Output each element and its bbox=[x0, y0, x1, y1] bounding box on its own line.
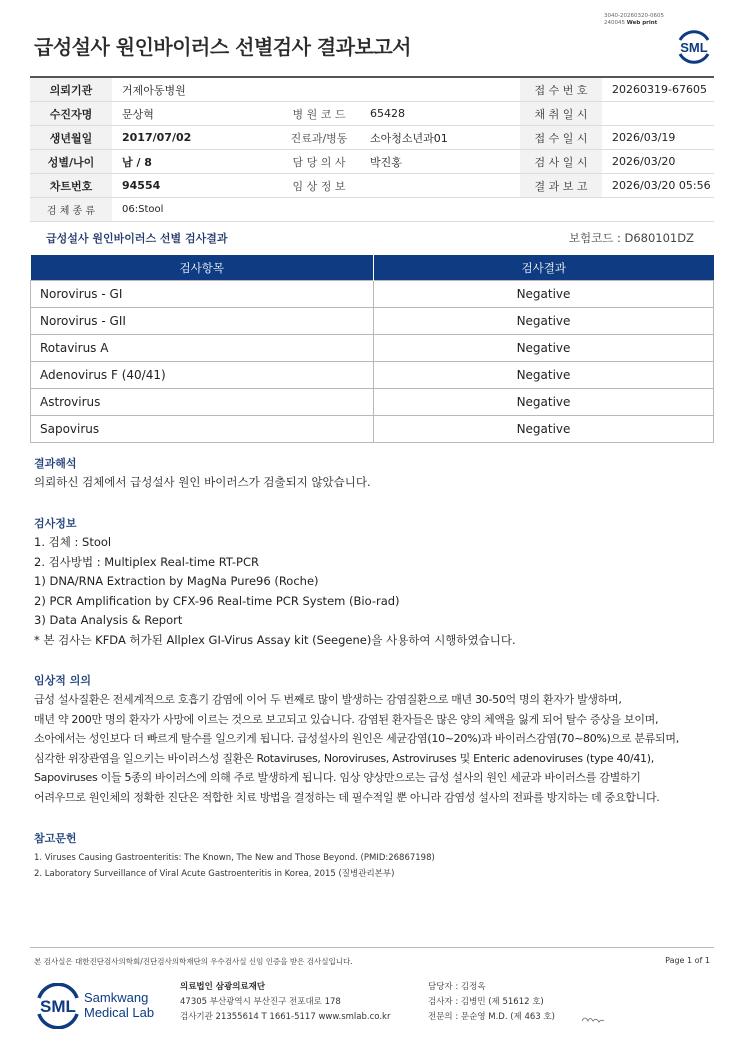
test-result: Negative bbox=[374, 389, 714, 416]
test-info-line: 3) Data Analysis & Report bbox=[34, 613, 183, 628]
table-row bbox=[31, 335, 714, 362]
page-number: Page 1 of 1 bbox=[665, 956, 710, 965]
info-label: 채 취 일 시 bbox=[520, 102, 602, 126]
info-label: 의뢰기관 bbox=[30, 77, 112, 102]
reference-line: 2. Laboratory Surveillance of Viral Acute Gastroenteritis in Korea, 2015 (질병관리본부) bbox=[34, 869, 395, 879]
info-label: 결 과 보 고 bbox=[520, 174, 602, 198]
clinical-heading: 임상적 의의 bbox=[34, 674, 91, 687]
info-value: 2026/03/19 bbox=[602, 126, 714, 150]
test-info-line: 2. 검사방법 : Multiplex Real-time RT-PCR bbox=[34, 554, 259, 569]
info-value: 박진홍 bbox=[360, 150, 520, 174]
info-row bbox=[30, 77, 714, 102]
info-row bbox=[30, 174, 714, 198]
test-name: Norovirus - GI bbox=[31, 281, 374, 308]
clinical-line: 매년 약 200만 명의 환자가 사망에 이르는 것으로 보고되고 있습니다. 감염된 환자들은 많은 양의 체액을 잃게 되어 탈수 증상을 보이며, bbox=[34, 712, 659, 726]
test-info-body bbox=[34, 533, 516, 651]
org-name: 의료법인 삼광의료재단 bbox=[180, 982, 266, 992]
info-value: 2026/03/20 bbox=[602, 150, 714, 174]
info-row bbox=[30, 150, 714, 174]
table-row bbox=[31, 362, 714, 389]
sml-logo bbox=[674, 26, 714, 66]
info-value: 2017/07/02 bbox=[112, 126, 278, 150]
clinical-line: 소아에서는 성인보다 더 빠르게 탈수를 일으키게 됩니다. 급성설사의 원인은 세균감염(10~20%)과 바이러스감염(70~80%)으로 분류되며, bbox=[34, 732, 679, 746]
info-value: 문상혁 bbox=[112, 102, 278, 126]
clinical-line: 급성 설사질환은 전세계적으로 호흡기 감염에 이어 두 번째로 많이 발생하는 감염질환으로 매년 30-50억 명의 환자가 발생하며, bbox=[34, 693, 622, 706]
organization-info bbox=[180, 980, 390, 1025]
test-info-line: 2) PCR Amplification by CFX-96 Real-time PCR System (Bio-rad) bbox=[34, 593, 400, 608]
table-row bbox=[31, 416, 714, 443]
test-name: Adenovirus F (40/41) bbox=[31, 362, 374, 389]
info-value: 2026/03/20 05:56 bbox=[602, 174, 714, 198]
clinical-line: Sapoviruses 이들 5종의 바이러스에 의해 주로 발생하게 됩니다. 임상 양상만으로는 급성 설사의 원인 세균과 바이러스를 감별하기 bbox=[34, 771, 641, 785]
specimen-value: 06:Stool bbox=[112, 198, 714, 222]
test-info-line: 1) DNA/RNA Extraction by MagNa Pure96 (Roche) bbox=[34, 574, 319, 589]
info-value: 소아청소년과01 bbox=[360, 126, 520, 150]
info-row bbox=[30, 198, 714, 222]
info-label: 접 수 번 호 bbox=[520, 77, 602, 102]
info-value: 남 / 8 bbox=[112, 150, 278, 174]
col-header-result: 검사결과 bbox=[374, 255, 714, 281]
footer-divider bbox=[30, 947, 714, 948]
sml-logo-text: SML bbox=[680, 40, 708, 55]
document-id-number: 240045 bbox=[604, 20, 625, 26]
table-row bbox=[31, 389, 714, 416]
insurance-code: 보험코드 : D680101DZ bbox=[568, 231, 694, 245]
results-table bbox=[30, 255, 714, 443]
test-info-heading: 검사정보 bbox=[34, 517, 77, 530]
interpretation-text: 의뢰하신 검체에서 급성설사 원인 바이러스가 검출되지 않았습니다. bbox=[34, 475, 371, 489]
table-row bbox=[31, 281, 714, 308]
page-title: 급성설사 원인바이러스 선별검사 결과보고서 bbox=[34, 35, 411, 59]
signature bbox=[580, 1012, 606, 1026]
patient-info-table bbox=[30, 76, 714, 222]
info-value: 20260319-67605 bbox=[602, 77, 714, 102]
references-heading: 참고문헌 bbox=[34, 832, 77, 845]
info-value bbox=[360, 174, 520, 198]
clinical-body bbox=[34, 690, 679, 808]
staff-specialist: 전문의 : 문순영 M.D. (제 463 호) bbox=[428, 1012, 555, 1022]
test-result: Negative bbox=[374, 362, 714, 389]
info-label: 임 상 정 보 bbox=[278, 174, 360, 198]
info-label: 성별/나이 bbox=[30, 150, 112, 174]
specimen-label: 검 체 종 류 bbox=[30, 198, 112, 222]
org-contact: 검사기관 21355614 T 1661-5117 www.smlab.co.kr bbox=[180, 1012, 391, 1022]
document-id bbox=[604, 13, 664, 27]
org-address: 47305 부산광역시 부산진구 전포대로 178 bbox=[180, 997, 341, 1007]
clinical-line: 심각한 위장관염을 일으키는 바이러스성 질환은 Rotaviruses, Noroviruses, Astroviruses 및 Enteric adenoviruses (type 40/41), bbox=[34, 751, 654, 765]
info-label: 진료과/병동 bbox=[278, 126, 360, 150]
test-info-line: 1. 검체 : Stool bbox=[34, 535, 112, 549]
info-label: 생년월일 bbox=[30, 126, 112, 150]
info-label: 병 원 코 드 bbox=[278, 102, 360, 126]
test-name: Astrovirus bbox=[31, 389, 374, 416]
info-label: 담 당 의 사 bbox=[278, 150, 360, 174]
results-section-title: 급성설사 원인바이러스 선별 검사결과 bbox=[46, 232, 228, 245]
info-value bbox=[360, 77, 520, 102]
info-value: 거제아동병원 bbox=[112, 77, 278, 102]
test-result: Negative bbox=[374, 335, 714, 362]
reference-line: 1. Viruses Causing Gastroenteritis: The Known, The New and Those Beyond. (PMID:26867198) bbox=[34, 853, 435, 863]
staff-info bbox=[428, 980, 555, 1025]
samkwang-logo-name1: Samkwang bbox=[84, 990, 149, 1005]
info-row bbox=[30, 126, 714, 150]
info-value: 94554 bbox=[112, 174, 278, 198]
certification-note: 본 검사실은 대한진단검사의학회/진단검사의학재단의 우수검사실 신임 인증을 받은 검사실입니다. bbox=[34, 957, 353, 966]
test-info-line: * 본 검사는 KFDA 허가된 Allplex GI-Virus Assay kit (Seegene)을 사용하여 시행하였습니다. bbox=[34, 632, 516, 647]
staff-tester: 검사자 : 김병민 (제 51612 호) bbox=[428, 997, 544, 1007]
test-name: Norovirus - GII bbox=[31, 308, 374, 335]
references-body bbox=[34, 850, 435, 882]
results-header-row bbox=[31, 255, 714, 281]
interpretation-heading: 결과해석 bbox=[34, 457, 77, 470]
test-name: Sapovirus bbox=[31, 416, 374, 443]
staff-manager: 담당자 : 김정옥 bbox=[428, 982, 486, 992]
col-header-item: 검사항목 bbox=[31, 255, 374, 281]
test-name: Rotavirus A bbox=[31, 335, 374, 362]
info-label: 접 수 일 시 bbox=[520, 126, 602, 150]
test-result: Negative bbox=[374, 281, 714, 308]
document-id-line1: 3040-20260320-0605 bbox=[604, 13, 664, 19]
info-row bbox=[30, 102, 714, 126]
info-label: 차트번호 bbox=[30, 174, 112, 198]
samkwang-logo-name2: Medical Lab bbox=[84, 1005, 155, 1020]
info-value bbox=[602, 102, 714, 126]
samkwang-logo bbox=[36, 983, 166, 1029]
info-label: 검 사 일 시 bbox=[520, 150, 602, 174]
test-result: Negative bbox=[374, 416, 714, 443]
info-label bbox=[278, 77, 360, 102]
table-row bbox=[31, 308, 714, 335]
info-value: 65428 bbox=[360, 102, 520, 126]
results-section-header bbox=[30, 225, 714, 249]
document-id-line2 bbox=[604, 20, 664, 27]
web-print-tag: Web print bbox=[626, 20, 658, 26]
clinical-line: 어려우므로 원인체의 정확한 진단은 적합한 치료 방법을 결정하는 데 필수적일 뿐 아니라 감염성 설사의 전파를 방지하는 데 중요합니다. bbox=[34, 790, 660, 804]
info-label: 수진자명 bbox=[30, 102, 112, 126]
samkwang-logo-sml: SML bbox=[40, 997, 76, 1016]
test-result: Negative bbox=[374, 308, 714, 335]
